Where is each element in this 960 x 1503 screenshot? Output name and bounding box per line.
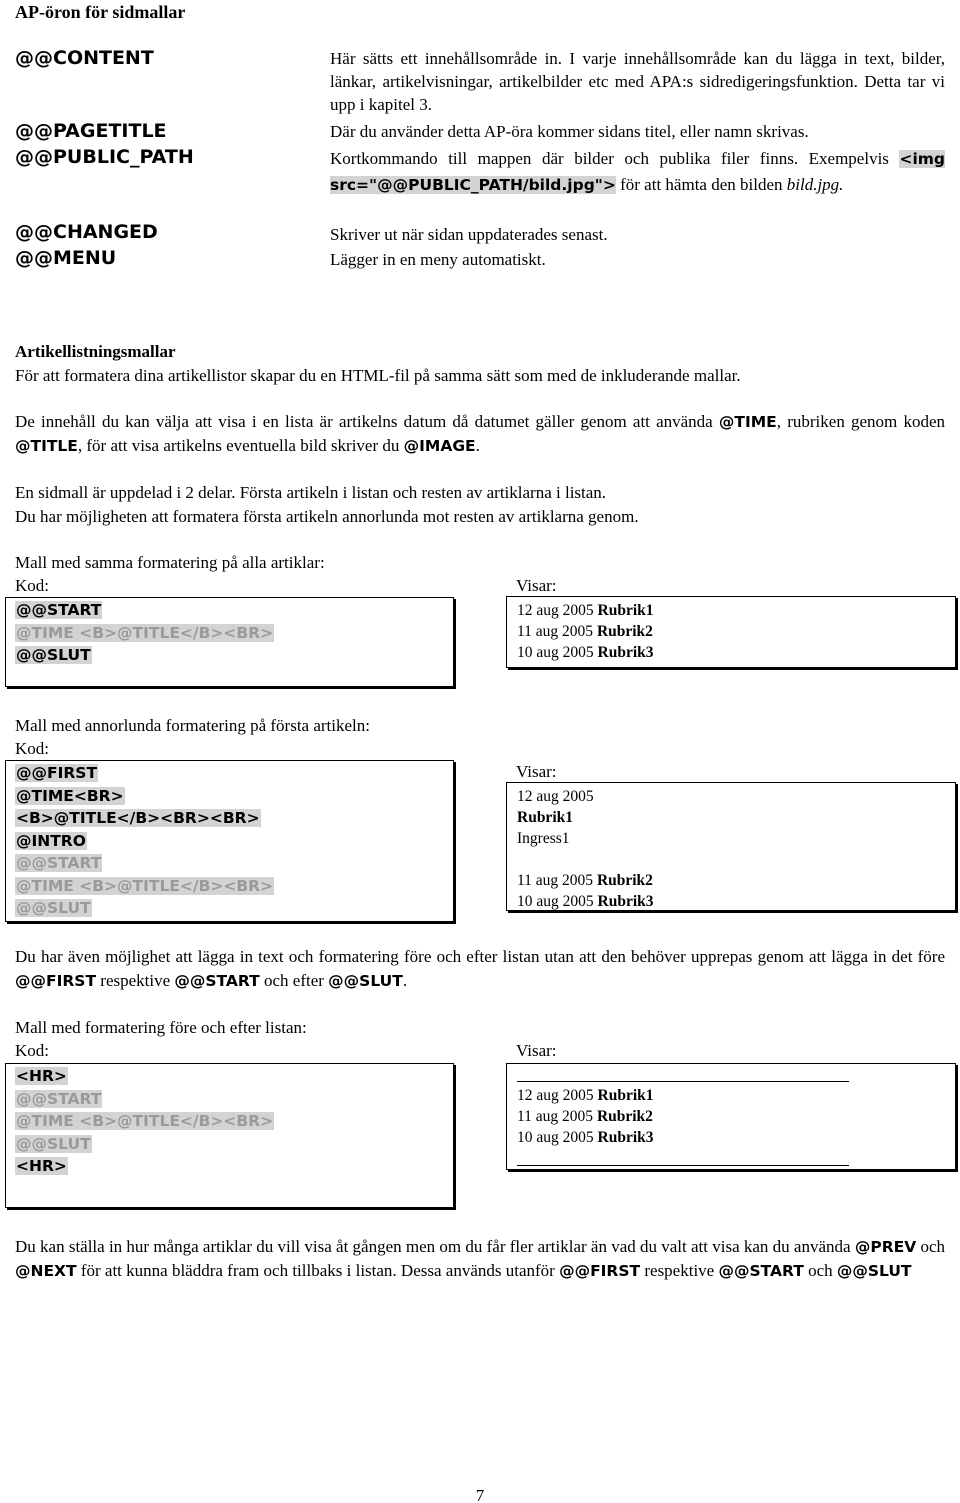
ap-desc-changed: Skriver ut när sidan uppdaterades senast. <box>330 225 608 244</box>
example2-result-box <box>506 782 956 911</box>
example2-visar-label: Visar: <box>516 762 557 781</box>
example2-code-box <box>5 760 454 922</box>
ap-desc-content <box>330 47 945 116</box>
example3-kod-label: Kod: <box>15 1041 49 1060</box>
result-first-ingress: Ingress1 <box>517 830 570 847</box>
code-line <box>15 875 453 898</box>
result-first-rubrik: Rubrik1 <box>517 809 573 826</box>
code-line <box>15 897 453 920</box>
example3-result-box <box>506 1063 956 1170</box>
result-rubrik: Rubrik2 <box>596 872 653 889</box>
code-text: @@START <box>16 601 102 619</box>
code-text: @INTRO <box>16 831 86 850</box>
example3-heading: Mall med formatering före och efter listan: <box>15 1018 307 1037</box>
code-line <box>15 622 453 645</box>
code-image: @IMAGE <box>403 437 476 455</box>
content-text-3: , för att visa artikelns eventuella bild skriver du <box>77 436 400 455</box>
final-text-3: för att kunna bläddra fram och tillbaks i listan. Dessa används utanför <box>80 1261 555 1280</box>
result-date: 10 aug 2005 <box>517 644 594 661</box>
code-text: <B>@TITLE</B><BR><BR> <box>16 809 260 827</box>
public-path-code-sample: <img src="@@PUBLIC_PATH/bild.jpg"> <box>330 150 945 194</box>
code-text: <HR> <box>16 1157 67 1175</box>
parts-line-2: Du har möjligheten att formatera första artikeln annorlunda mot resten av artiklarna genom. <box>15 507 639 526</box>
ba-text-3: och efter <box>263 971 324 990</box>
code-slut: @@SLUT <box>328 972 403 990</box>
result-hr-top <box>517 1064 955 1085</box>
code-title: @TITLE <box>15 437 78 455</box>
code-line <box>15 807 453 830</box>
ba-text-1: Du har även möjlighet att lägga in text och formatering före och efter listan utan att den behöver upprepas genom att lägga in det före <box>15 947 945 966</box>
result-line <box>517 621 955 642</box>
example1-result-box <box>506 596 956 668</box>
final-text-4: respektive <box>644 1261 715 1280</box>
section-heading: Artikellistningsmallar <box>15 342 176 361</box>
code-text: <HR> <box>16 1067 67 1085</box>
ap-key-changed: @@CHANGED <box>15 221 158 243</box>
example2-heading: Mall med annorlunda formatering på första artikeln: <box>15 716 370 735</box>
result-rubrik: Rubrik2 <box>596 1108 653 1125</box>
final-text-1: Du kan ställa in hur många artiklar du vill visa åt gången men om du får fler artiklar än vad du valt att visa kan du använda <box>15 1237 851 1256</box>
example1-heading: Mall med samma formatering på alla artiklar: <box>15 553 325 572</box>
result-rubrik: Rubrik1 <box>597 602 654 619</box>
ap-desc-public-path-before: Kortkommando till mappen där bilder och publika filer finns. Exempelvis <box>330 149 889 168</box>
code-first: @@FIRST <box>559 1262 641 1280</box>
result-date: 10 aug 2005 <box>517 893 594 910</box>
ap-desc-menu: Lägger in en meny automatiskt. <box>330 250 546 269</box>
code-text: @TIME <B>@TITLE</B><BR> <box>16 876 274 895</box>
code-text: @@SLUT <box>16 646 91 664</box>
ap-desc-content-text: Här sätts ett innehållsområde in. I varje innehållsområde kan du lägga in text, bilder, länkar, artikelvisningar, artikelbilder etc med APA:s sidredigeringsfunktion. Detta tar vi upp i kapitel 3. <box>330 49 945 114</box>
code-text: @@SLUT <box>16 899 91 917</box>
result-date: 12 aug 2005 <box>517 602 594 619</box>
before-after-paragraph <box>15 945 945 993</box>
code-text: @@SLUT <box>16 1134 91 1153</box>
code-line <box>15 644 453 667</box>
ap-desc-public-path-filename: bild.jpg. <box>786 175 844 194</box>
ap-key-pagetitle: @@PAGETITLE <box>15 120 167 142</box>
ba-text-2: respektive <box>100 971 171 990</box>
parts-line-1: En sidmall är uppdelad i 2 delar. Första artikeln i listan och resten av artiklarna i listan. <box>15 483 607 502</box>
ap-key-content: @@CONTENT <box>15 47 154 69</box>
content-text-4: . <box>475 436 480 455</box>
code-line <box>15 852 453 875</box>
ap-key-public-path: @@PUBLIC_PATH <box>15 146 194 168</box>
code-slut: @@SLUT <box>836 1262 912 1280</box>
result-rubrik: Rubrik3 <box>597 893 654 910</box>
code-line <box>15 1110 453 1133</box>
code-text: @@START <box>16 854 102 872</box>
result-date: 11 aug 2005 <box>517 623 594 640</box>
example2-kod-label: Kod: <box>15 739 49 758</box>
code-text: @TIME <B>@TITLE</B><BR> <box>16 1112 274 1130</box>
code-start: @@START <box>718 1262 804 1280</box>
ap-desc-public-path <box>330 146 945 198</box>
result-rubrik: Rubrik2 <box>596 623 653 640</box>
ap-desc-public-path-after: för att hämta den bilden <box>620 175 783 194</box>
example1-kod-label: Kod: <box>15 576 49 595</box>
code-line <box>15 1155 453 1178</box>
code-start: @@START <box>174 972 260 990</box>
content-text-2: , rubriken genom koden <box>776 412 946 431</box>
result-line <box>517 870 955 891</box>
code-line <box>15 599 453 622</box>
code-line <box>15 830 453 853</box>
code-text: @TIME <B>@TITLE</B><BR> <box>16 623 274 642</box>
code-text: @@FIRST <box>16 764 98 782</box>
ap-key-menu: @@MENU <box>15 247 117 269</box>
result-spacer <box>517 849 955 870</box>
example3-visar-label: Visar: <box>516 1041 557 1060</box>
result-date: 12 aug 2005 <box>517 1087 594 1104</box>
result-date: 11 aug 2005 <box>517 872 594 889</box>
ap-desc-pagetitle: Där du använder detta AP-öra kommer sidans titel, eller namn skrivas. <box>330 122 809 141</box>
code-text: @TIME<BR> <box>16 786 124 805</box>
result-line <box>517 600 955 621</box>
example1-visar-label: Visar: <box>516 576 557 595</box>
code-time: @TIME <box>718 413 777 431</box>
result-rubrik: Rubrik3 <box>597 644 654 661</box>
final-text-5: och <box>808 1261 833 1280</box>
code-line <box>15 785 453 808</box>
result-line <box>517 891 955 912</box>
result-date: 10 aug 2005 <box>517 1129 594 1146</box>
example3-code-box <box>5 1063 454 1208</box>
final-text-2: och <box>920 1237 946 1256</box>
ba-text-4: . <box>402 971 408 990</box>
code-line <box>15 1065 453 1088</box>
result-rubrik: Rubrik3 <box>597 1129 654 1146</box>
intro-paragraph: För att formatera dina artikellistor skapar du en HTML-fil på samma sätt som med de inkluderande mallar. <box>15 366 741 385</box>
example1-code-box <box>5 597 454 687</box>
page-number: 7 <box>475 1486 485 1503</box>
result-hr-bottom <box>517 1148 955 1169</box>
content-paragraph <box>15 410 945 458</box>
code-line <box>15 762 453 785</box>
code-first: @@FIRST <box>15 972 97 990</box>
result-line <box>517 642 955 663</box>
result-first-date: 12 aug 2005 <box>517 788 594 805</box>
code-line <box>15 1133 453 1156</box>
result-date: 11 aug 2005 <box>517 1108 594 1125</box>
content-text-1: De innehåll du kan välja att visa i en lista är artikelns datum då datumet gäller genom att använda <box>15 412 713 431</box>
code-next: @NEXT <box>15 1262 77 1280</box>
code-line <box>15 1088 453 1111</box>
code-text: @@START <box>16 1089 102 1108</box>
result-line <box>517 1085 955 1106</box>
page-title: AP-öron för sidmallar <box>15 2 186 22</box>
code-prev: @PREV <box>854 1238 917 1256</box>
result-line <box>517 1127 955 1148</box>
result-line <box>517 1106 955 1127</box>
final-paragraph <box>15 1235 945 1283</box>
result-rubrik: Rubrik1 <box>597 1087 654 1104</box>
